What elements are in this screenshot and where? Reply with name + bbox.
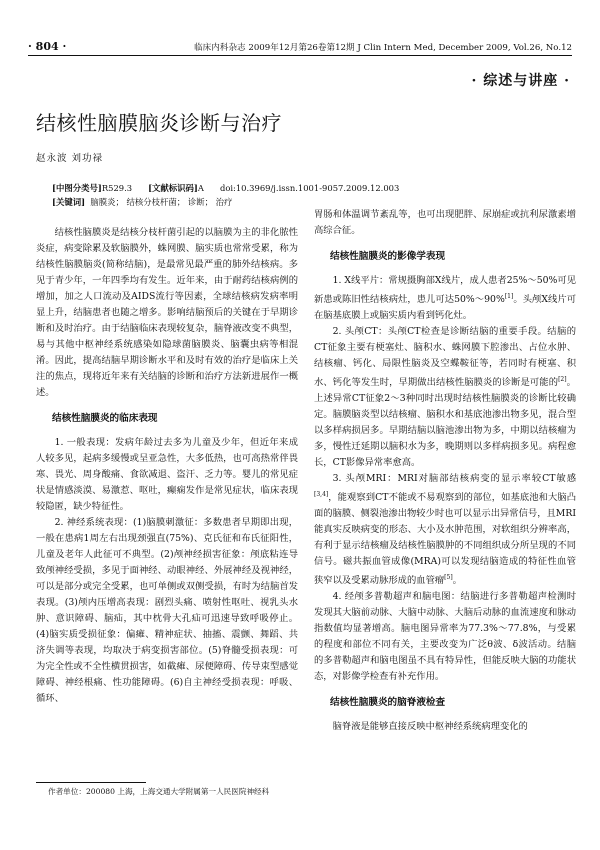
article-authors: 赵永波 刘功禄	[36, 153, 104, 164]
paragraph: 1. 一般表现：发病年龄过去多为儿童及少年，但近年来成人较多见，起病多缓慢或呈亚急性，大多低热，也可高热常伴畏寒、畏光、周身酸痛、食欲减退、盗汗、乏力等。婴儿的常见症状是情感淡漠、易激惹、呕吐，癫痫发作是常见症状，临床表现较隐匿，缺少特征性。	[36, 437, 298, 512]
paragraph: 2. 神经系统表现：(1)脑膜刺激征：多数患者早期即出现，一般在患病1周左右出现颈强直(75%)、克氏征和布氏征阳性，儿童及老年人此征可不典型。(2)颅神经损害征象：颅底粘连导致颅神经受损，多见于面神经、动眼神经、外展神经及视神经，可以是部分或完全受累，也可单侧或双侧受损，有时为结脑首发表现。(3)颅内压增高表现：剧烈头痛、喷射性呕吐、视乳头水肿、意识障碍、脑疝，其中枕骨大孔疝可迅速导致呼吸停止。(4)脑实质受损征象：偏瘫、精神症状、抽搐、震颤、舞蹈、共济失调等表现，均取决于病变损害部位。(5)脊髓受损表现：可为完全性或不全性横贯损害，如截瘫、尿便障碍、传导束型感觉障碍、神经根痛、性功能障碍。(6)自主神经受损表现：呼吸、循环、	[36, 517, 298, 704]
intro-paragraph: 结核性脑膜炎是结核分枝杆菌引起的以脑膜为主的非化脓性炎症，病变除累及软脑膜外，蛛网膜、脑实质也常常受累，称为结核性脑膜脑炎(简称结脑)，是最常见最严重的肺外结核病。多见于青少年，一年四季均有发生。近年来，由于耐药结核病例的增加，加之人口流动及AIDS流行等因素，全球结核病发病率明显上升，结脑患者也随之增多。影响结脑预后的关键在于早期诊断和及时治疗。由于结脑临床表现较复杂，脑脊液改变不典型，易与其他中枢神经系统感染如隐球菌脑膜炎、脑囊虫病等相混淆。因此，提高结脑早期诊断水平和及时有效的治疗是临床上关注的焦点，现将近年来有关结脑的诊断和治疗方法新进展作一概述。	[36, 227, 298, 398]
page-number: · 804 ·	[28, 40, 67, 53]
kw-value: 脑膜炎； 结核分枝杆菌； 诊断； 治疗	[90, 197, 233, 207]
citation: [5]	[444, 574, 453, 582]
keywords-line	[52, 196, 232, 208]
paragraph: 1. X线平片：常规摄胸部X线片，成人患者25%～50%可见新患或陈旧性结核病灶，患儿可达50%～90%[1]。头颅X线片可在脑基底膜上或脑实质内看到钙化灶。	[314, 275, 577, 322]
cls-label: [中图分类号]	[52, 183, 102, 193]
citation: [1]	[504, 293, 514, 300]
citation: [3,4]	[314, 491, 329, 499]
section-label: · 综述与讲座 ·	[471, 73, 570, 89]
footnote-divider	[36, 782, 146, 783]
author-affiliation: 作者单位：200080 上海，上海交通大学附属第一人民医院神经科	[48, 787, 270, 796]
left-column	[36, 225, 298, 707]
doi: doi:10.3969/j.issn.1001-9057.2009.12.003	[219, 183, 400, 193]
doc-value: A	[197, 183, 204, 193]
section-heading-csf: 结核性脑膜炎的脑脊液检查	[330, 697, 446, 709]
cls-value: R529.3	[101, 183, 133, 193]
paragraph: 脑脊液是能够直接反映中枢神经系统病理变化的	[332, 721, 528, 733]
citation: [2]	[558, 376, 567, 384]
section-heading-clinical: 结核性脑膜炎的临床表现	[52, 413, 158, 424]
paragraph: 3. 头颅MRI：MRI对脑部结核病变的显示率较CT敏感[3,4]，能观察到CT不能或不易观察到的部位，如基底池和大脑凸面的脑膜、侧裂池渗出物较少时也可以显示出异常信号，且MRI能真实反映病变的形态、大小及水肿范围，对软组织分辨率高，有利于显示结核瘤及结核性脑膜肿的不同组织成分所呈现的不同信号。磁共振血管成像(MRA)可以发现结脑造成的特征性血管狭窄以及受累动脉形成的血管瘤[5]。	[314, 473, 576, 587]
kw-label: [关键词]	[52, 197, 86, 207]
section-heading-imaging: 结核性脑膜炎的影像学表现	[330, 251, 446, 262]
classification-line	[52, 182, 399, 194]
header-divider	[28, 55, 572, 56]
doc-label: [文献标识码]	[148, 183, 198, 193]
right-column	[314, 207, 576, 735]
paragraph: 胃肠和体温调节紊乱等，也可出现肥胖、尿崩症或抗利尿激素增高综合征。	[314, 209, 576, 236]
paragraph: 4. 经颅多普勒超声和脑电图：结脑进行多普勒超声检测时发现其大脑前动脉、大脑中动脉、大脑后动脉的血流速度和脉动指数值均显著增高。脑电图异常率为77.3%～77.8%，与受累的程度和部位不同有关，主要改变为广泛θ波、δ波活动。结脑的多普勒超声和脑电图虽不具有特异性，但能反映大脑的功能状态，对影像学检查有补充作用。	[314, 591, 576, 683]
paragraph: 2. 头颅CT：头颅CT检查是诊断结脑的重要手段。结脑的CT征象主要有梗塞灶、脑积水、蛛网膜下腔渗出、占位水肿、结核瘤、钙化、局限性脑炎及空蝶鞍征等，若同时有梗塞、积水、钙化等发生时，早期做出结核性脑膜炎的诊断是可能的[2]。上述异常CT征象2～3种同时出现时结核性脑膜炎的诊断比较确定。脑膜脑炎型以结核瘤、脑积水和基底池渗出物多见，混合型以多样病损居多。早期结脑以脑池渗出物为多，中期以结核瘤为多，慢性迁延期以脑积水为多，晚期则以多样病损多见。病程愈长，CT影像异常率愈高。	[314, 326, 576, 469]
article-title: 结核性脑膜脑炎诊断与治疗	[36, 111, 282, 135]
journal-header: 临床内科杂志 2009年12月第26卷第12期 J Clin Intern Med, December 2009, Vol.26, No.12	[194, 43, 572, 53]
